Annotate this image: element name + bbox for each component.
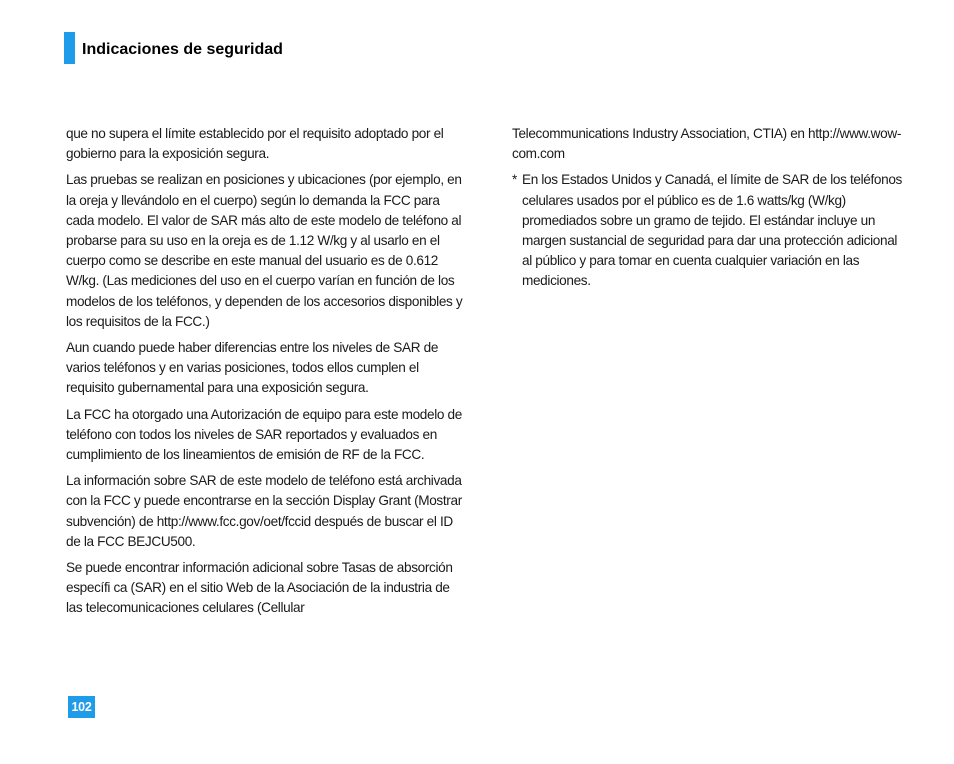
paragraph-5: La información sobre SAR de este modelo de teléfono está archivada con la FCC y puede encontrarse en la sección Display Grant (Mostrar subvención) de http://www.fcc.gov/oet/fccid después de buscar el ID de la FCC BEJCU500. [66,473,462,549]
right-text-column [512,124,904,298]
paragraph-4: La FCC ha otorgado una Autorización de equipo para este modelo de teléfono con todos los niveles de SAR reportados y evaluados en cumplimiento de los lineamientos de emisión de RF de la FCC. [66,406,462,463]
paragraph-3: Aun cuando puede haber diferencias entre los niveles de SAR de varios teléfonos y en varias posiciones, todos ellos cumplen el requisito gubernamental para una exposición segura. [66,340,439,396]
section-accent-bar [64,32,75,64]
left-text-column [66,124,466,625]
paragraph-2: Las pruebas se realizan en posiciones y ubicaciones (por ejemplo, en la oreja y llevándolo en el cuerpo) según lo demanda la FCC para cada modelo. El valor de SAR más alto de este modelo de teléfono al probarse para su uso en la oreja es de 1.12 W/kg y al usarlo en el cuerpo como se describe en este manual del usuario es de 0.612 W/kg. (Las mediciones del uso en el cuerpo varían en función de los modelos de los teléfonos, y dependen de los accesorios disponibles y los requisitos de la FCC.) [66,172,463,329]
paragraph-1: que no supera el límite establecido por el requisito adoptado por el gobierno para la exposición segura. [66,126,444,162]
asterisk-bullet-icon: * [512,172,517,188]
footnote-item [512,170,904,291]
footnote-text: En los Estados Unidos y Canadá, el límite de SAR de los teléfonos celulares usados por el público es de 1.6 watts/kg (W/kg) promediados sobre un gramo de tejido. El estándar incluye un margen sustancial de seguridad para dar una protección adicional al público y para tomar en cuenta cualquier variación en las mediciones. [522,172,902,289]
section-title: Indicaciones de seguridad [82,41,283,58]
paragraph-continuation: Telecommunications Industry Association, CTIA) en http://www.wow-com.com [512,126,901,162]
paragraph-6: Se puede encontrar información adicional sobre Tasas de absorción específi ca (SAR) en el sitio Web de la Asociación de la industria de las telecomunicaciones celulares (Cellular [66,560,453,616]
page-number-badge: 102 [68,696,95,718]
